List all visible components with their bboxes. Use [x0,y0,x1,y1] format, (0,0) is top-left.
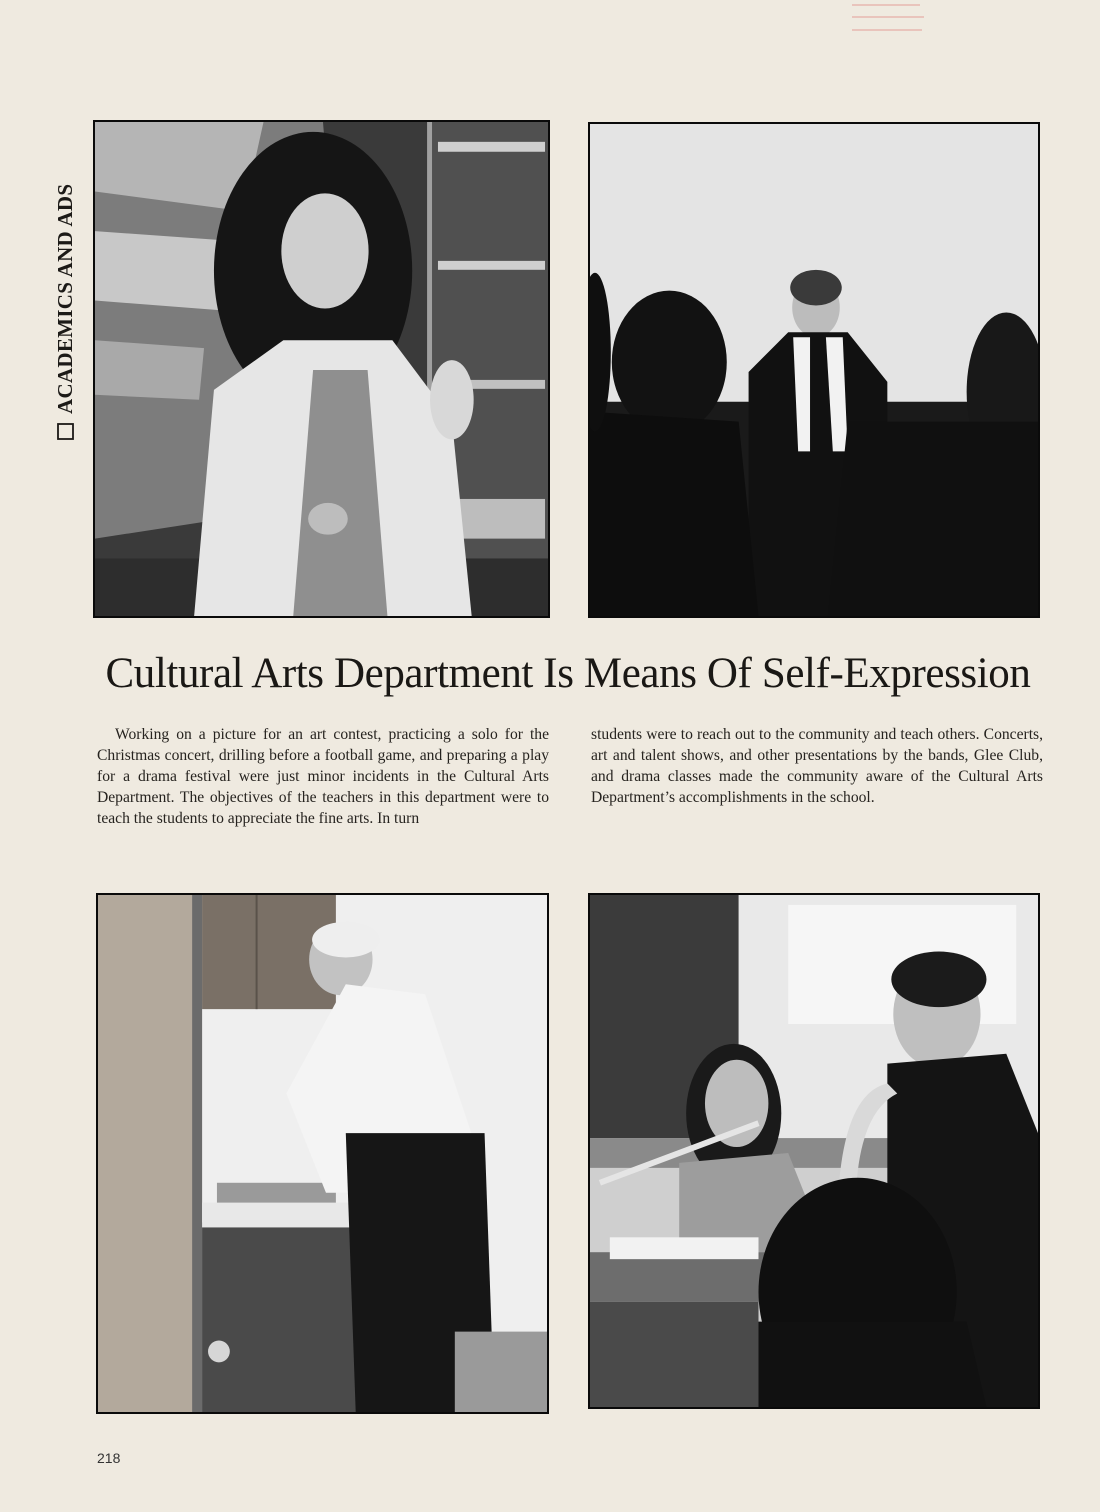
body-paragraph: Working on a picture for an art contest, practicing a solo for the Christmas concert, drilling before a football game, and preparing a play for a drama festival were just minor incidents in the Cultural Arts Department. The objectives of the teachers in this department were to teach the students to appreciate the fine arts. In turn [97,726,549,827]
checkbox-square-icon [58,424,73,439]
photo-band-practice [588,893,1040,1409]
faded-ink-marks [850,0,930,36]
headline: Cultural Arts Department Is Means Of Self-Expression [105,650,1031,697]
section-label-text: ACADEMICS AND ADS [53,183,77,414]
section-label [42,112,86,452]
body-column-right [591,724,1043,808]
page-number: 218 [97,1450,121,1466]
photo-choir-director [588,122,1040,618]
body-column-left [97,724,549,829]
body-paragraph-continued: students were to reach out to the community and teach others. Concerts, art and talent shows, and other presentations by the bands, Glee Club, and drama classes made the community aware of the Cultural Arts Department’s accomplishments in the school. [591,726,1043,806]
photo-teacher-at-sink [96,893,549,1414]
photo-art-teacher [93,120,550,618]
